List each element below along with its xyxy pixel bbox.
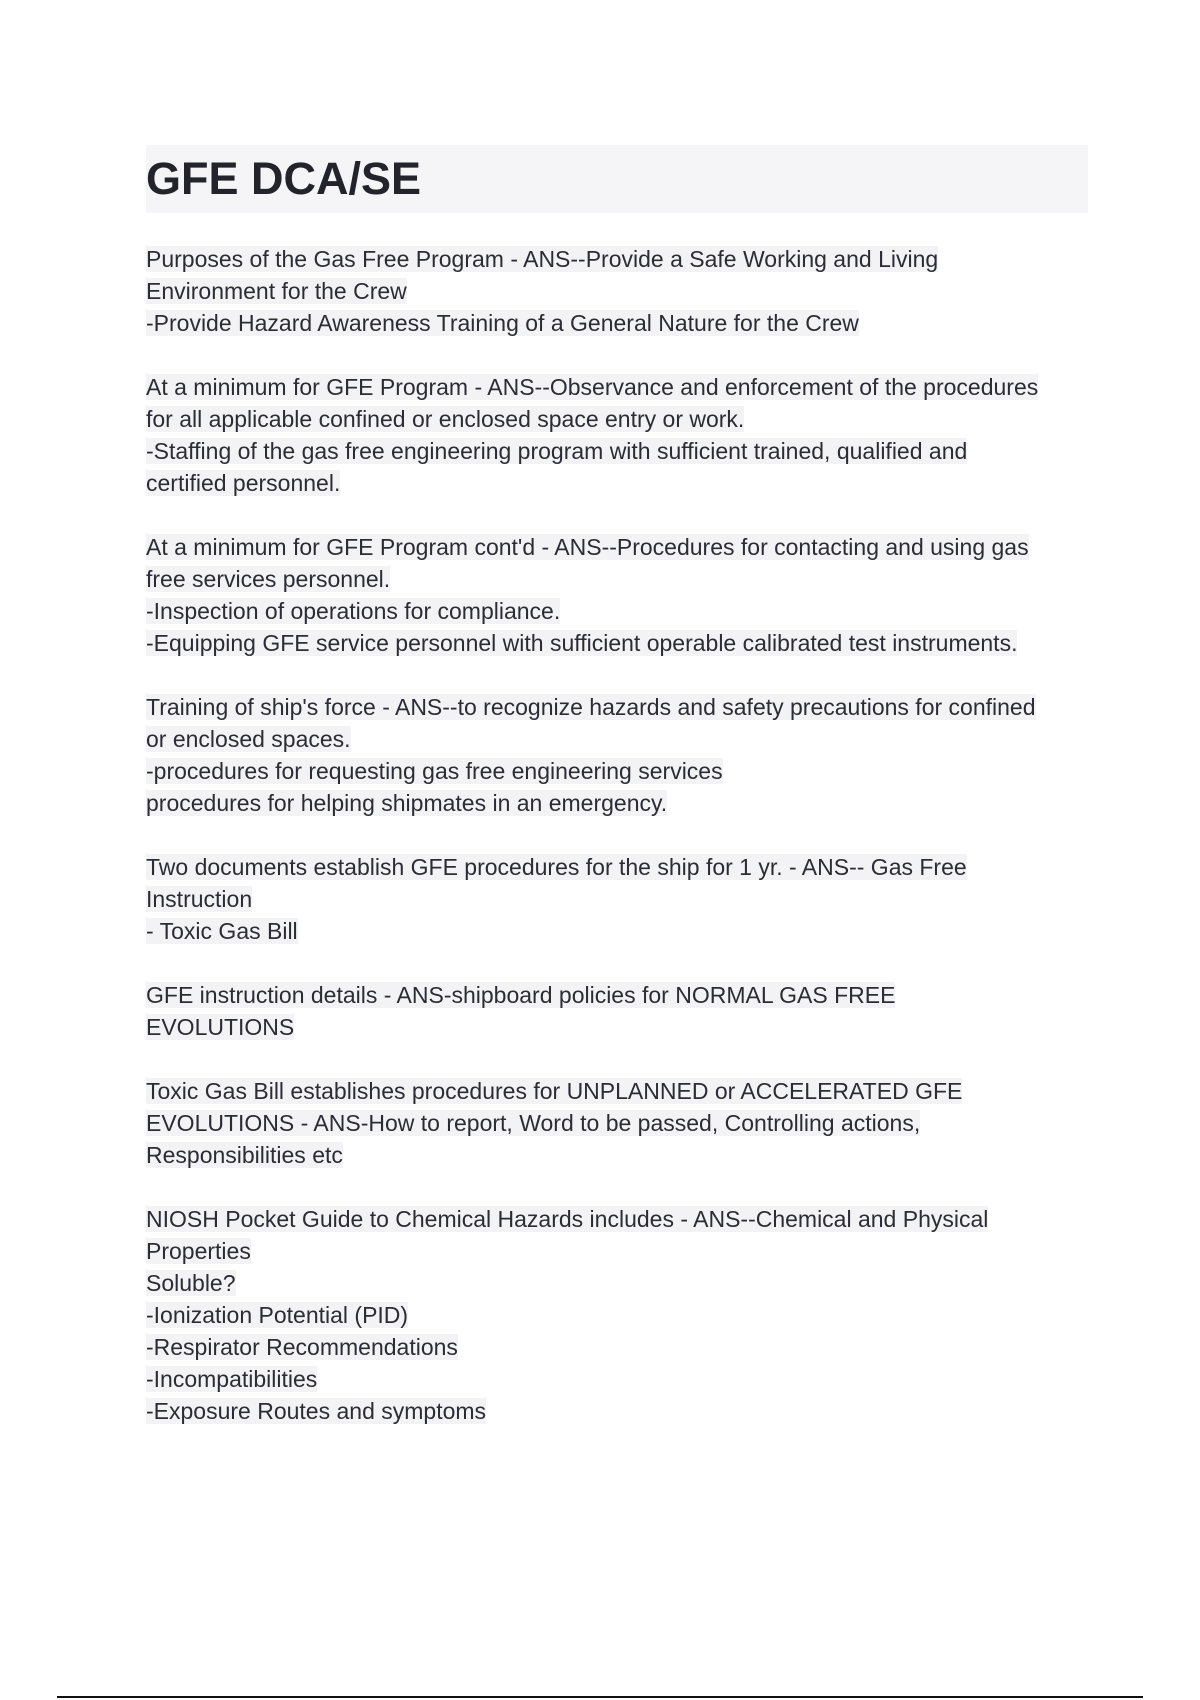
flashcard-line xyxy=(146,851,1106,883)
flashcard-line-text: - Toxic Gas Bill xyxy=(146,918,298,944)
flashcard-entry xyxy=(146,1075,1106,1171)
flashcard-line xyxy=(146,371,1106,403)
flashcard-line xyxy=(146,403,1106,435)
flashcard-line xyxy=(146,1395,1106,1427)
flashcard-entry xyxy=(146,243,1106,339)
flashcard-line xyxy=(146,1011,1106,1043)
flashcard-line-text: Environment for the Crew xyxy=(146,278,407,304)
flashcard-line xyxy=(146,1139,1106,1171)
flashcard-list xyxy=(146,243,1106,1459)
flashcard-line xyxy=(146,307,1106,339)
flashcard-line-text: -Exposure Routes and symptoms xyxy=(146,1398,487,1424)
flashcard-entry xyxy=(146,371,1106,499)
flashcard-line xyxy=(146,627,1106,659)
flashcard-line-text: free services personnel. xyxy=(146,566,391,592)
flashcard-line-text: GFE instruction details - ANS-shipboard policies for NORMAL GAS FREE xyxy=(146,982,896,1008)
flashcard-line xyxy=(146,275,1106,307)
flashcard-line-text: certified personnel. xyxy=(146,470,341,496)
flashcard-line xyxy=(146,243,1106,275)
flashcard-line-text: -Respirator Recommendations xyxy=(146,1334,458,1360)
flashcard-line-text: NIOSH Pocket Guide to Chemical Hazards includes - ANS--Chemical and Physical xyxy=(146,1206,989,1232)
flashcard-line-text: procedures for helping shipmates in an emergency. xyxy=(146,790,668,816)
flashcard-line xyxy=(146,1267,1106,1299)
title-banner xyxy=(146,145,1088,213)
flashcard-line-text: EVOLUTIONS xyxy=(146,1014,295,1040)
flashcard-entry xyxy=(146,851,1106,947)
flashcard-line-text: Properties xyxy=(146,1238,251,1264)
flashcard-line xyxy=(146,435,1106,467)
flashcard-line xyxy=(146,595,1106,627)
flashcard-line xyxy=(146,1363,1106,1395)
flashcard-line-text: Two documents establish GFE procedures for the ship for 1 yr. - ANS-- Gas Free xyxy=(146,854,967,880)
flashcard-line xyxy=(146,531,1106,563)
flashcard-line-text: -Ionization Potential (PID) xyxy=(146,1302,409,1328)
flashcard-line-text: -Inspection of operations for compliance. xyxy=(146,598,561,624)
flashcard-line xyxy=(146,915,1106,947)
flashcard-line-text: -Provide Hazard Awareness Training of a General Nature for the Crew xyxy=(146,310,859,336)
flashcard-line-text: -Incompatibilities xyxy=(146,1366,318,1392)
flashcard-line xyxy=(146,1107,1106,1139)
flashcard-line-text: Training of ship's force - ANS--to recognize hazards and safety precautions for confined xyxy=(146,694,1036,720)
flashcard-line xyxy=(146,883,1106,915)
flashcard-line xyxy=(146,1331,1106,1363)
flashcard-line xyxy=(146,467,1106,499)
flashcard-line xyxy=(146,979,1106,1011)
flashcard-line-text: Responsibilities etc xyxy=(146,1142,343,1168)
flashcard-line-text: At a minimum for GFE Program cont'd - ANS--Procedures for contacting and using gas xyxy=(146,534,1029,560)
flashcard-line-text: Instruction xyxy=(146,886,253,912)
flashcard-line-text: At a minimum for GFE Program - ANS--Observance and enforcement of the procedures xyxy=(146,374,1039,400)
flashcard-line xyxy=(146,723,1106,755)
flashcard-line xyxy=(146,563,1106,595)
flashcard-line xyxy=(146,1235,1106,1267)
flashcard-line xyxy=(146,691,1106,723)
flashcard-entry xyxy=(146,979,1106,1043)
flashcard-line-text: or enclosed spaces. xyxy=(146,726,351,752)
flashcard-line-text: EVOLUTIONS - ANS-How to report, Word to be passed, Controlling actions, xyxy=(146,1110,921,1136)
page-title: GFE DCA/SE xyxy=(146,153,422,204)
flashcard-entry xyxy=(146,691,1106,819)
page-bottom-rule xyxy=(57,1696,1143,1698)
flashcard-line-text: Toxic Gas Bill establishes procedures for UNPLANNED or ACCELERATED GFE xyxy=(146,1078,963,1104)
flashcard-line-text: -Staffing of the gas free engineering program with sufficient trained, qualified and xyxy=(146,438,968,464)
flashcard-entry xyxy=(146,531,1106,659)
flashcard-line xyxy=(146,755,1106,787)
flashcard-line-text: -Equipping GFE service personnel with sufficient operable calibrated test instruments. xyxy=(146,630,1018,656)
flashcard-entry xyxy=(146,1203,1106,1427)
flashcard-line-text: for all applicable confined or enclosed space entry or work. xyxy=(146,406,745,432)
flashcard-line xyxy=(146,1299,1106,1331)
flashcard-line-text: -procedures for requesting gas free engineering services xyxy=(146,758,723,784)
flashcard-line xyxy=(146,1203,1106,1235)
flashcard-line xyxy=(146,1075,1106,1107)
flashcard-line xyxy=(146,787,1106,819)
flashcard-line-text: Soluble? xyxy=(146,1270,236,1296)
flashcard-line-text: Purposes of the Gas Free Program - ANS--Provide a Safe Working and Living xyxy=(146,246,939,272)
